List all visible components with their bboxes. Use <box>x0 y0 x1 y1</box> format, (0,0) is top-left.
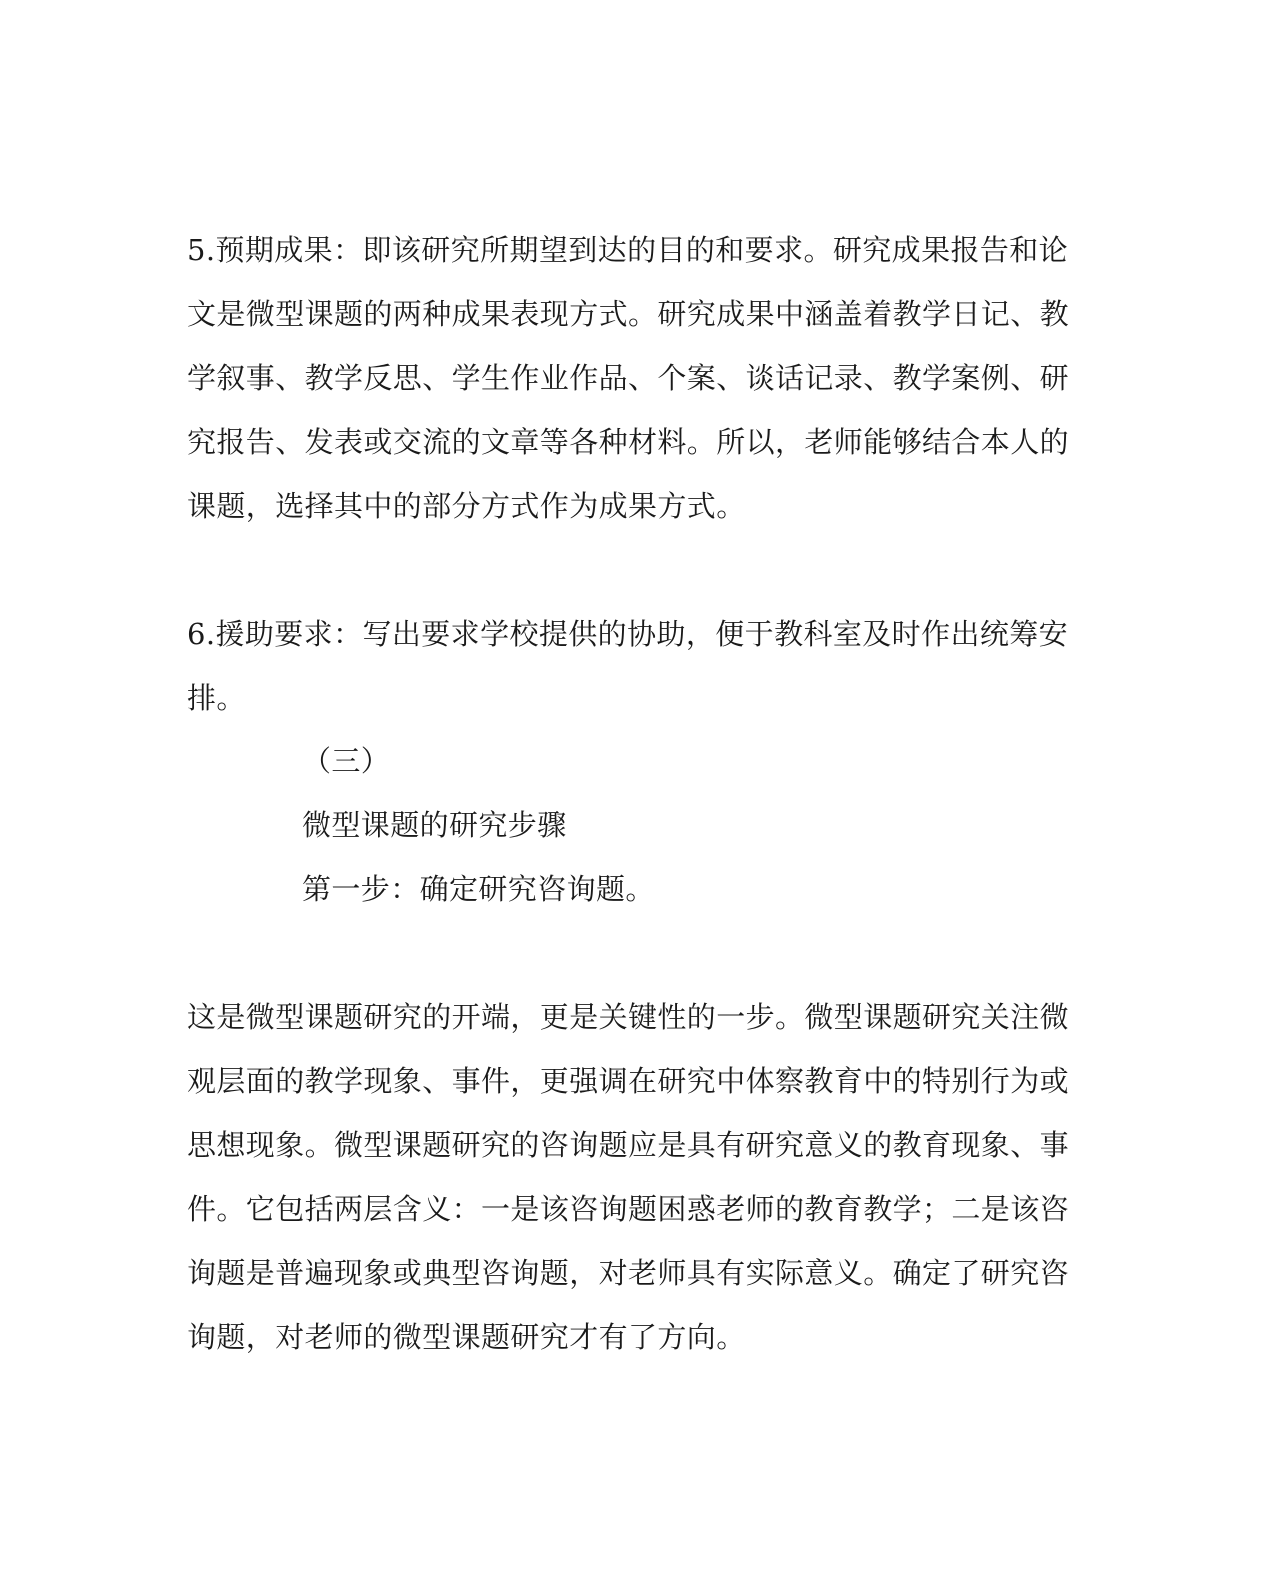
step-paragraph-line: 询题是普遍现象或典型咨询题，对老师具有实际意义。确定了研究咨 <box>187 1256 1070 1290</box>
paragraph-6-line: 6.援助要求：写出要求学校提供的协助，便于教科室及时作出统筹安 <box>187 617 1069 651</box>
paragraph-5-line: 究报告、发表或交流的文章等各种材料。所以，老师能够结合本人的 <box>187 425 1070 459</box>
section-title: 微型课题的研究步骤 <box>302 808 567 842</box>
paragraph-6-line: 排。 <box>187 681 246 715</box>
step-heading: 第一步：确定研究咨询题。 <box>302 872 655 906</box>
step-paragraph-line: 思想现象。微型课题研究的咨询题应是具有研究意义的教育现象、事 <box>187 1128 1070 1162</box>
step-paragraph-line: 询题，对老师的微型课题研究才有了方向。 <box>187 1320 746 1354</box>
paragraph-5-line: 5.预期成果：即该研究所期望到达的目的和要求。研究成果报告和论 <box>187 233 1069 267</box>
step-paragraph-line: 观层面的教学现象、事件，更强调在研究中体察教育中的特别行为或 <box>187 1064 1070 1098</box>
step-paragraph-line: 件。它包括两层含义：一是该咨询题困惑老师的教育教学；二是该咨 <box>187 1192 1070 1226</box>
paragraph-5-line: 文是微型课题的两种成果表现方式。研究成果中涵盖着教学日记、教 <box>187 297 1070 331</box>
paragraph-5-line: 学叙事、教学反思、学生作业作品、个案、谈话记录、教学案例、研 <box>187 361 1070 395</box>
paragraph-5-line: 课题，选择其中的部分方式作为成果方式。 <box>187 489 746 523</box>
section-number: （三） <box>302 744 391 778</box>
step-paragraph-line: 这是微型课题研究的开端，更是关键性的一步。微型课题研究关注微 <box>187 1000 1070 1034</box>
